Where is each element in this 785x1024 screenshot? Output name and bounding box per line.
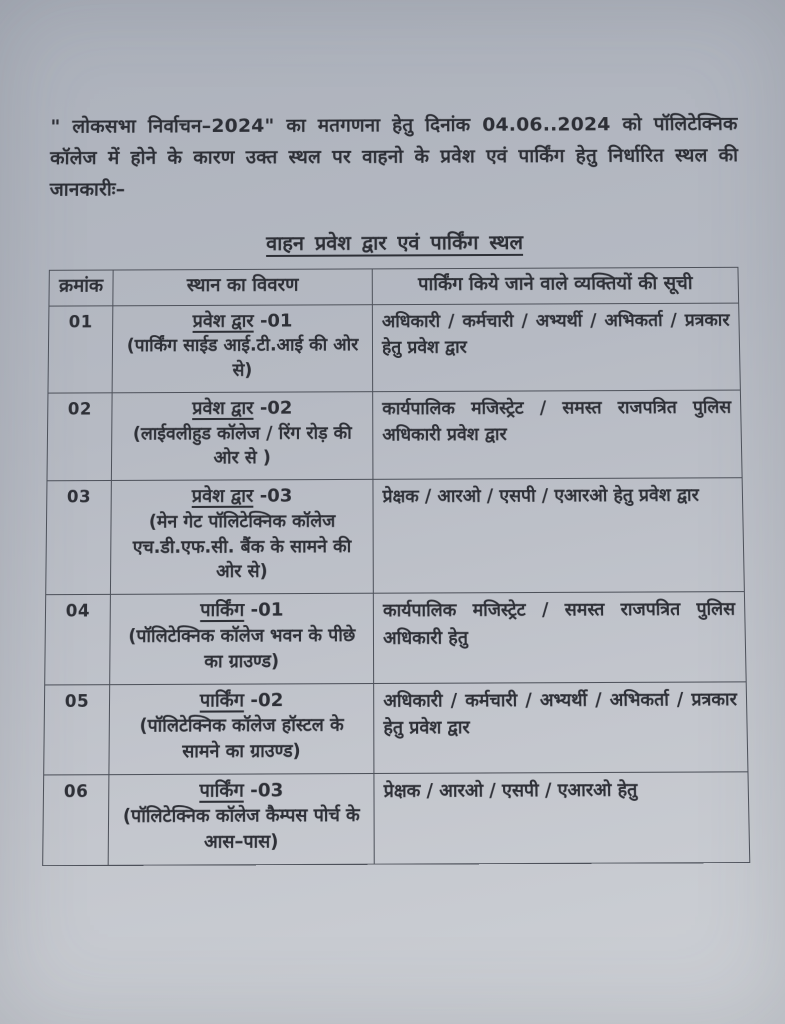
place-cell <box>109 683 374 774</box>
column-header-place: स्थान का विवरण <box>113 269 373 306</box>
place-cell <box>110 593 374 684</box>
table-row <box>47 390 742 481</box>
place-title: पार्किंग -02 <box>199 689 284 712</box>
table-row <box>46 478 745 595</box>
persons-cell: कार्यपालिक मजिस्ट्रेट / समस्त राजपत्रित पुलिस अधिकारी प्रवेश द्वार <box>373 390 742 480</box>
table-row <box>43 772 750 866</box>
column-header-persons: पार्किंग किये जाने वाले व्यक्तियों की सूची <box>372 267 738 304</box>
place-title: प्रवेश द्वार -01 <box>192 310 293 332</box>
place-detail: (लाईवलीहुड कॉलेज / रिंग रोड़ की ओर से ) <box>132 422 352 469</box>
serial-cell: 02 <box>47 393 112 481</box>
serial-cell: 04 <box>45 595 111 685</box>
title-row <box>49 227 740 257</box>
place-detail: (मेन गेट पॉलिटेक्निक कॉलेज एच.डी.एफ.सी. बैंक के सामने की ओर से) <box>132 511 352 583</box>
serial-cell: 05 <box>44 684 110 775</box>
table-row <box>48 303 740 393</box>
place-detail: (पॉलिटेक्निक कॉलेज कैम्पस पोर्च के आस–पास) <box>122 805 360 854</box>
place-title: पार्किंग -01 <box>200 599 284 622</box>
page-title: वाहन प्रवेश द्वार एवं पार्किंग स्थल <box>266 229 524 255</box>
place-title: प्रवेश द्वार -03 <box>191 485 293 508</box>
persons-cell: कार्यपालिक मजिस्ट्रेट / समस्त राजपत्रित पुलिस अधिकारी हेतु <box>373 592 746 683</box>
place-cell <box>108 773 374 865</box>
persons-cell: अधिकारी / कर्मचारी / अभ्यर्थी / अभिकर्ता / प्रत्रकार हेतु प्रवेश द्वार <box>374 681 748 773</box>
serial-cell: 01 <box>48 306 113 394</box>
parking-table <box>42 267 750 867</box>
intro-paragraph: " लोकसभा निर्वाचन–2024" का मतगणना हेतु दिनांक 04.06..2024 को पॉलिटेक्निक कॉलेज में होने के कारण उक्त स्थल पर वाहनो के प्रवेश एवं पार्किंग हेतु निर्धारित स्थल की जानकारीः– <box>49 113 739 201</box>
table-row <box>45 592 746 685</box>
persons-cell: प्रेक्षक / आरओ / एसपी / एआरओ हेतु <box>374 772 750 865</box>
place-cell <box>112 304 373 392</box>
persons-cell: प्रेक्षक / आरओ / एसपी / एआरओ हेतु प्रवेश द्वार <box>373 478 744 594</box>
serial-cell: 06 <box>43 774 109 865</box>
column-header-serial: क्रमांक <box>49 270 113 306</box>
place-detail: (पार्किंग साईड आई.टी.आई की ओर से) <box>126 335 359 381</box>
place-cell <box>110 480 373 595</box>
place-title: प्रवेश द्वार -02 <box>192 397 293 420</box>
place-title: पार्किंग -03 <box>199 779 284 802</box>
place-detail: (पॉलिटेक्निक कॉलेज भवन के पीछे का ग्राउण्ड) <box>128 625 356 673</box>
serial-cell: 03 <box>46 481 112 595</box>
persons-cell: अधिकारी / कर्मचारी / अभ्यर्थी / अभिकर्ता / प्रत्रकार हेतु प्रवेश द्वार <box>372 303 740 392</box>
place-detail: (पॉलिटेक्निक कॉलेज हॉस्टल के सामने का ग्राउण्ड) <box>139 715 344 763</box>
table-header-row <box>49 267 739 306</box>
document-page <box>42 109 752 866</box>
place-cell <box>111 392 373 481</box>
table-row <box>44 681 748 774</box>
